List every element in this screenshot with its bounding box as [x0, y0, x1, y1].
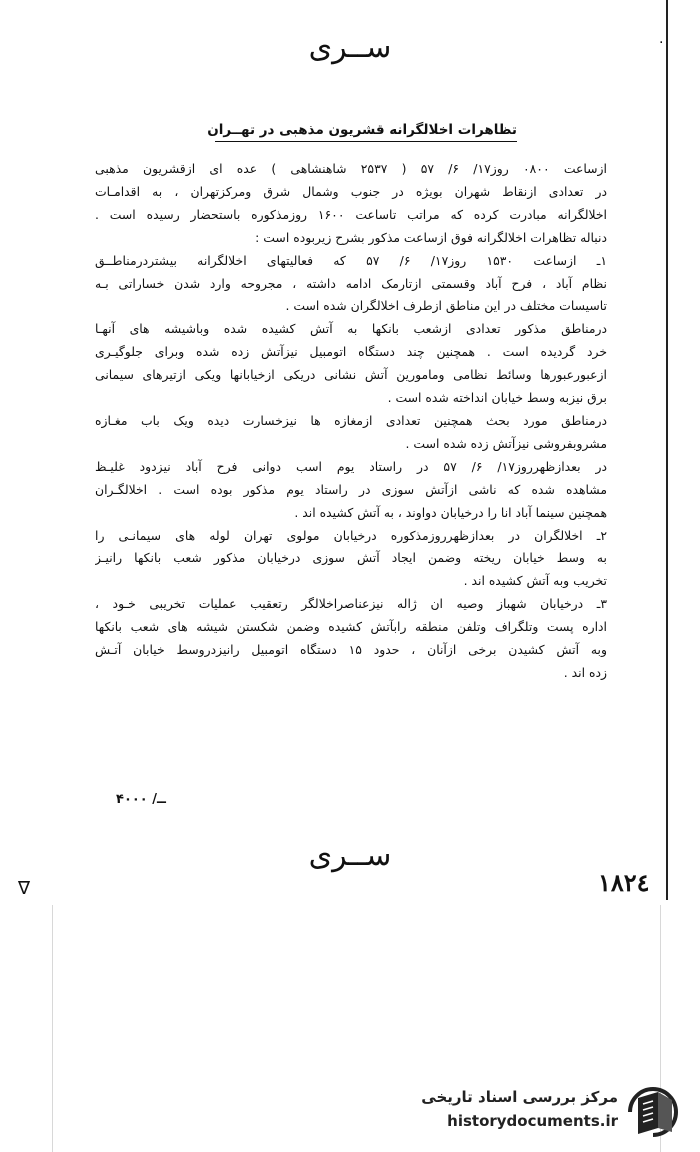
corner-mark: ٠: [657, 34, 665, 50]
body-line: تاسیسات مختلف در این مناطق ازطرف اخلالگران شده است .: [285, 298, 607, 314]
document-body: [95, 158, 607, 685]
classification-footer: ســری: [308, 838, 392, 873]
body-line: زده اند .: [563, 664, 607, 680]
body-line: ازعبورعبورها وسائط نظامی ومامورین آتش نشانی دریکی ازخیابانها ویکی ازتیرهای سیمانی: [95, 367, 607, 383]
watermark-url: historydocuments.ir: [447, 1112, 618, 1130]
body-line: نظام آباد ، فرح آباد وقسمتی ازتارمک ادامه داشته ، مجروحه وارد شدن خساراتی بـه: [95, 275, 607, 291]
body-line: در تعدادی ازنقاط شهران بویژه در جنوب وشمال شرق ومرکزتهران ، به اقدامـات: [95, 183, 607, 199]
body-line: وبه آتش کشیدن برخی ازآنان ، حدود ۱۵ دستگاه اتومبیل رانیزدروسط خیابان آتـش: [95, 642, 607, 658]
page-edge-line: [666, 0, 668, 900]
watermark: [418, 1082, 688, 1146]
reference-number: ۴ــ/ ۰۰۰: [116, 792, 166, 807]
body-line: مشاهده شده که ناشی ازآتش سوزی در راستاد یوم مذکور بوده است . اخلالگـران: [95, 481, 607, 497]
body-line: مشروبفروشی نیزآتش زده شده است .: [405, 435, 607, 451]
body-line: همچنین سینما آباد انا را درخیابان دواوند ، به آتش کشیده اند .: [294, 504, 607, 520]
body-line: ۲ـ اخلالگران در بعدازظهرروزمذکوره درخیابان مولوی تهران لوله های سیمانـی را: [95, 527, 607, 543]
body-line: درمناطق مذکور تعدادی ازشعب بانکها به آتش کشیده شده وباشیشه های آنهـا: [95, 321, 607, 337]
body-line: ۱ـ ازساعت ۱۵۳۰ روز۱۷/ ۶/ ۵۷ که فعالیتهای اخلالگرانه بیشتردرمناطــق: [95, 252, 607, 268]
watermark-name: مرکز بررسی اسناد تاریخی: [421, 1088, 618, 1106]
body-line: درمناطق مورد بحث همچنین تعدادی ازمغازه ها نیزخسارت دیده ویک باب مغـازه: [95, 412, 607, 428]
body-line: دنباله تظاهرات اخلالگرانه فوق ازساعت مذکور بشرح زیربوده است :: [255, 229, 607, 245]
margin-mark: ∇: [18, 878, 31, 899]
body-line: خرد گردیده است . همچنین چند دستگاه اتومبیل نیزآتش زده شده وبرای جلوگیـری: [95, 344, 607, 360]
body-line: اداره پست وتلگراف وتلفن منطقه رابآتش کشیده وضمن شکستن شیشه های شعب بانکها: [95, 619, 607, 635]
body-line: در بعدازظهرروز۱۷/ ۶/ ۵۷ در راستاد یوم اسب دوانی فرح آباد نیزدود غلیـظ: [95, 458, 607, 474]
body-line: ۳ـ درخیابان شهباز وصیه ان ژاله نیزعناصراخلالگر رتعقیب عملیات تخریبی خـود ،: [95, 596, 607, 612]
body-line: تخریب وبه آتش کشیده اند .: [463, 573, 607, 589]
document-title: تظاهرات اخلالگرانه قشریون مذهبی در تهــران: [215, 120, 517, 142]
classification-header: ســری: [308, 30, 392, 65]
body-line: به وسط خیابان ریخته وضمن ایجاد آتش سوزی درخیابان مذکور شعب بانکها رانیـز: [95, 550, 607, 566]
page-number: ۱۸۲٤: [598, 868, 650, 897]
scan-line-left: [52, 905, 53, 1152]
body-line: ازساعت ۰۸۰۰ روز۱۷/ ۶/ ۵۷ ( ۲۵۳۷ شاهنشاهی ) عده ای ازقشریون مذهبی: [95, 161, 607, 176]
body-line: برق نیزبه وسط خیابان انداخته شده است .: [387, 390, 607, 406]
body-line: اخلالگرانه مبادرت کرده که مراتب تاساعت ۱۶۰۰ روزمذکوره باستحضار رسیده است .: [95, 206, 607, 222]
archive-logo-icon: [624, 1082, 682, 1142]
